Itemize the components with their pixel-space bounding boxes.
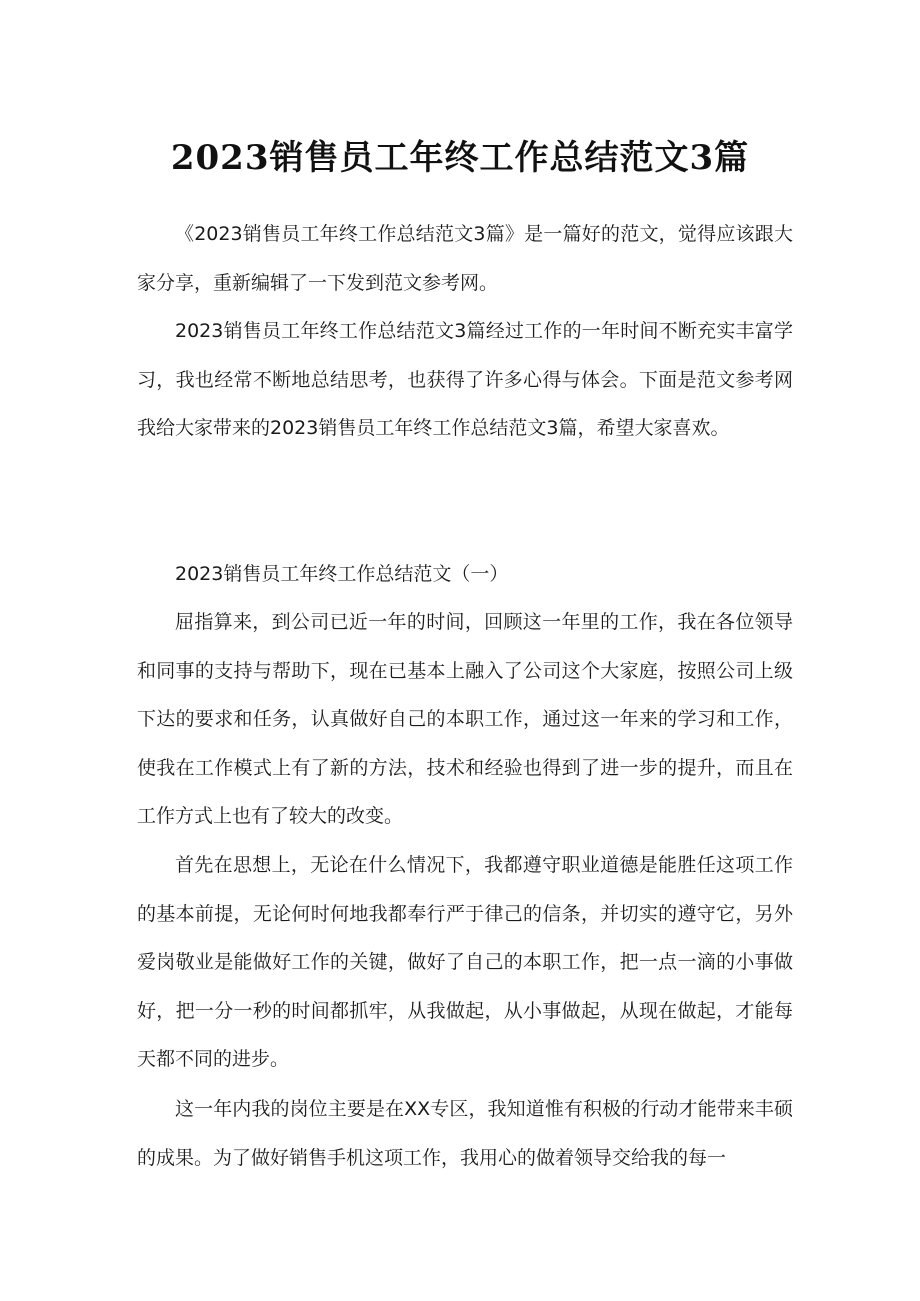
section-heading: 2023销售员工年终工作总结范文（一） (175, 563, 509, 585)
document-title: 2023销售员工年终工作总结范文3篇 (170, 138, 750, 178)
intro-paragraph-1: 《2023销售员工年终工作总结范文3篇》是一篇好的范文，觉得应该跟大家分享，重新编辑了一下发到范文参考网。 (137, 223, 793, 294)
intro-paragraph-2: 2023销售员工年终工作总结范文3篇经过工作的一年时间不断充实丰富学习，我也经常不断地总结思考，也获得了许多心得与体会。下面是范文参考网我给大家带来的2023销售员工年终工作总结范文3篇，希望大家喜欢。 (137, 320, 793, 439)
body-paragraph-2: 首先在思想上，无论在什么情况下，我都遵守职业道德是能胜任这项工作的基本前提，无论何时何地我都奉行严于律己的信条，并切实的遵守它，另外爱岗敬业是能做好工作的关键，做好了自己的本职工作，把一点一滴的小事做好，把一分一秒的时间都抓牢，从我做起，从小事做起，从现在做起，才能每天都不同的进步。 (137, 854, 793, 1070)
body-paragraph-1: 屈指算来，到公司已近一年的时间，回顾这一年里的工作，我在各位领导和同事的支持与帮助下，现在已基本上融入了公司这个大家庭，按照公司上级下达的要求和任务，认真做好自己的本职工作，通过这一年来的学习和工作，使我在工作模式上有了新的方法，技术和经验也得到了进一步的提升，而且在工作方式上也有了较大的改变。 (137, 611, 793, 827)
body-paragraph-3: 这一年内我的岗位主要是在XX专区，我知道惟有积极的行动才能带来丰硕的成果。为了做好销售手机这项工作，我用心的做着领导交给我的每一 (137, 1098, 793, 1169)
